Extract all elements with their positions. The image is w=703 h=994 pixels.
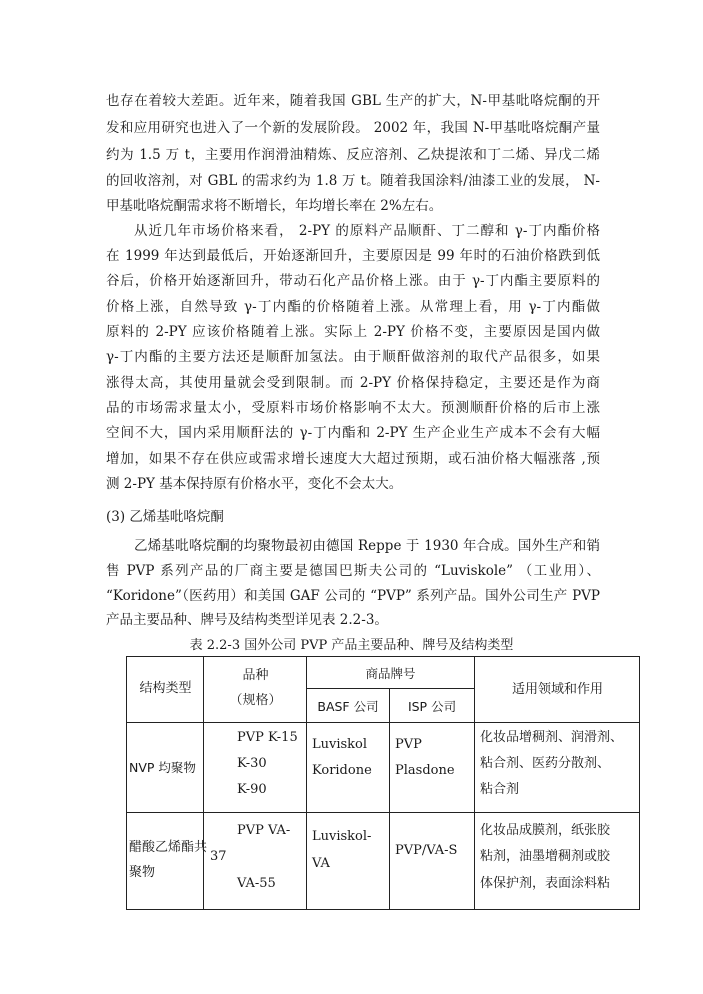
row1-variety-line: K-30	[237, 756, 267, 771]
row2-variety-line: 37	[210, 849, 227, 864]
paragraph-2-line: 原料的 2-PY 应该价格随着上涨。实际上 2-PY 价格不变，主要原因是国内做	[106, 324, 600, 340]
paragraph-2-line: 价格上涨，自然导致 γ-丁内酯的价格随着上涨。从常理上看，用 γ-丁内酯做	[106, 299, 600, 315]
row1-application	[475, 723, 640, 813]
header-brand-label: 商品牌号	[365, 665, 416, 681]
row2-application-line: 体保护剂，表面涂料粘	[480, 876, 611, 891]
header-structure	[127, 657, 204, 723]
table-row	[127, 813, 640, 910]
row1-application-line: 粘合剂	[480, 782, 520, 797]
product-table	[126, 656, 640, 910]
header-application	[475, 657, 640, 723]
paragraph-2-line: 测 2-PY 基本保持原有价格水平，变化不会太大。	[106, 476, 403, 492]
header-isp	[390, 689, 475, 723]
paragraph-1-line: 也存在着较大差距。近年来，随着我国 GBL 生产的扩大，N-甲基吡咯烷酮的开	[106, 93, 600, 109]
row2-isp-line: PVP/VA-S	[395, 843, 458, 858]
paragraph-2-line: 从近几年市场价格来看， 2-PY 的原料产品顺酐、丁二醇和 γ-丁内酯价格	[134, 223, 600, 239]
row2-basf-line: Luviskol-	[312, 829, 372, 844]
row1-structure-label: NVP 均聚物	[129, 760, 196, 775]
paragraph-2-line: γ-丁内酯的主要方法还是顺酐加氢法。由于顺酐做溶剂的取代产品很多，如果	[106, 349, 600, 365]
paragraph-2-line: 空间不大，国内采用顺酐法的 γ-丁内酯和 2-PY 生产企业生产成本不会有大幅	[106, 425, 600, 441]
header-application-label: 适用领域和作用	[512, 682, 604, 697]
header-variety	[204, 657, 307, 723]
paragraph-2-line: 在 1999 年达到最低后，开始逐渐回升，主要原因是 99 年时的石油价格跌到低	[106, 248, 600, 264]
row1-application-line: 粘合剂、医药分散剂、	[480, 756, 611, 771]
row2-basf-line: VA	[312, 856, 330, 871]
paragraph-1-line: 约为 1.5 万 t，主要用作润滑油精炼、反应溶剂、乙炔提浓和丁二烯、异戊二烯	[106, 147, 600, 163]
paragraph-2-line: 谷后，价格开始逐渐回升，带动石化产品价格上涨。由于 γ-丁内酯主要原料的	[106, 273, 600, 289]
row1-basf	[307, 723, 390, 813]
row2-structure-line: 聚物	[129, 865, 156, 880]
row2-variety	[204, 813, 307, 910]
header-basf-label: BASF 公司	[317, 698, 379, 714]
row2-structure	[127, 813, 208, 910]
header-isp-label: ISP 公司	[407, 698, 457, 714]
row1-isp	[390, 723, 475, 813]
row2-variety-line: PVP VA-	[237, 823, 291, 838]
paragraph-1-line: 甲基吡咯烷酮需求将不断增长，年均增长率在 2%左右。	[106, 198, 443, 214]
row1-basf-line: Koridone	[312, 763, 372, 778]
table-row	[127, 723, 640, 813]
row1-basf-line: Luviskol	[312, 737, 368, 752]
header-variety-spec-label: （规格）	[229, 693, 282, 708]
row2-application	[475, 813, 640, 910]
paragraph-2-line: 涨得太高，其使用量就会受到限制。而 2-PY 价格保持稳定，主要还是作为商	[106, 375, 600, 391]
paragraph-3-line: 售 PVP 系列产品的厂商主要是德国巴斯夫公司的 “Luviskole” （工业用）、	[106, 563, 600, 579]
section-heading: (3) 乙烯基吡咯烷酮	[106, 509, 224, 525]
header-basf	[307, 689, 390, 723]
row2-isp	[390, 813, 475, 910]
paragraph-3-line: “Koridone”（医药用）和美国 GAF 公司的 “PVP” 系列产品。国外公司生产 PVP	[106, 588, 600, 604]
row1-isp-line: Plasdone	[395, 763, 455, 778]
row1-variety	[204, 723, 307, 813]
row2-basf	[307, 813, 390, 910]
row2-application-line: 化妆品成膜剂，纸张胶	[480, 823, 611, 838]
header-variety-label: 品种	[242, 668, 269, 683]
paragraph-2-line: 品的市场需求量太小，受原料市场价格影响不太大。预测顺酐价格的后市上涨	[106, 400, 600, 416]
paragraph-1-line: 的回收溶剂，对 GBL 的需求约为 1.8 万 t。随着我国涂料/油漆工业的发展， N-	[106, 173, 600, 189]
paragraph-1-line: 发和应用研究也进入了一个新的发展阶段。 2002 年，我国 N-甲基吡咯烷酮产量	[106, 120, 600, 136]
row1-isp-line: PVP	[395, 737, 422, 752]
row1-structure	[127, 723, 204, 813]
row1-variety-line: K-90	[237, 782, 267, 797]
table-caption: 表 2.2-3 国外公司 PVP 产品主要品种、牌号及结构类型	[189, 638, 514, 653]
paragraph-3-line: 乙烯基吡咯烷酮的均聚物最初由德国 Reppe 于 1930 年合成。国外生产和销	[134, 538, 600, 554]
row1-variety-line: PVP K-15	[237, 730, 298, 745]
row2-variety-line: VA-55	[237, 876, 276, 891]
paragraph-3-line: 产品主要品种、牌号及结构类型详见表 2.2-3。	[106, 612, 388, 628]
row2-application-line: 粘剂，油墨增稠剂或胶	[480, 849, 611, 864]
row1-application-line: 化妆品增稠剂、润滑剂、	[480, 730, 624, 745]
header-structure-label: 结构类型	[139, 681, 192, 696]
paragraph-2-line: 增加，如果不存在供应或需求增长速度大大超过预期，或石油价格大幅涨落 ,预	[106, 451, 600, 467]
row2-structure-line: 醋酸乙烯酯共	[129, 840, 208, 855]
header-brand	[307, 657, 475, 689]
